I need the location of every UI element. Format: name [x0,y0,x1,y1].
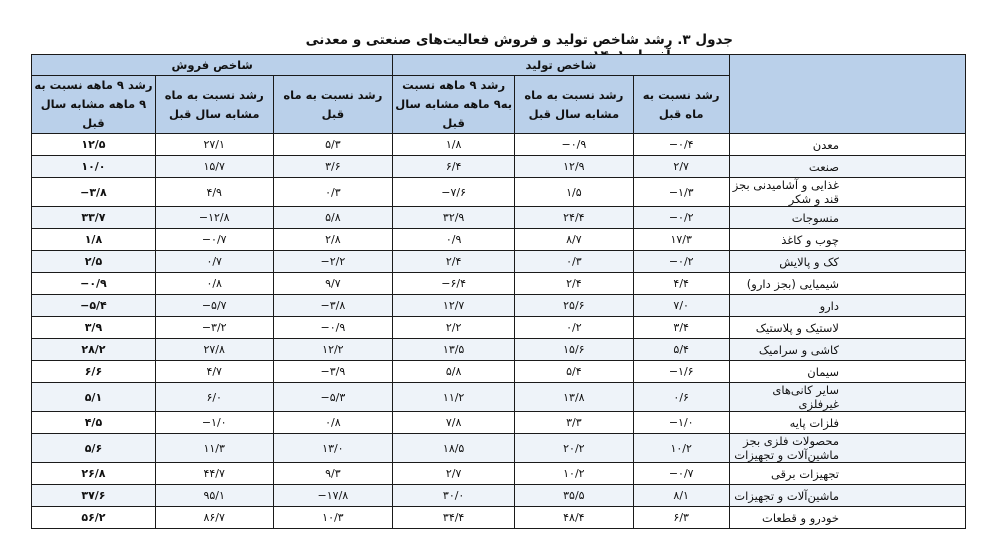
value: −۱/۰ [201,416,227,429]
prod-yoy-cell [515,317,634,339]
value: −۰/۹ [80,277,107,290]
value: −۵/۷ [201,299,227,312]
value: ۲۰/۲ [563,441,585,455]
value: ۱۸/۵ [442,441,465,455]
sales-mom-cell [273,251,393,273]
value: ۵/۸ [325,211,341,224]
sales-9m-cell [32,207,156,229]
sales-mom-cell [273,295,393,317]
value: ۱/۵ [566,185,582,199]
prod-9m-cell [393,507,515,529]
prod-yoy-cell [515,434,634,463]
value: ۲۷/۸ [203,343,225,356]
sales-yoy-cell [155,434,273,463]
value: ۴/۹ [206,185,222,199]
value: ۲۵/۶ [563,299,585,312]
value: ۳۷/۶ [81,489,106,502]
prod-9m-cell [393,273,515,295]
prod-mom-cell [633,273,729,295]
value: ۵/۳ [325,138,341,151]
value: ۶/۳ [673,511,689,524]
table-row [32,156,966,178]
value: ۰/۶ [673,390,689,404]
value: ۲۸/۲ [81,343,106,356]
table-row [32,134,966,156]
value: −۱۲/۸ [198,211,230,224]
value: ۲/۷ [673,160,689,173]
value: ۵/۶ [84,441,103,455]
activity-name: چوب و کاغذ [729,229,965,251]
prod-yoy-cell [515,178,634,207]
value: ۳۵/۵ [563,489,585,502]
value: −۰/۷ [668,467,694,480]
prod-9m-cell [393,229,515,251]
prod-yoy-cell [515,134,634,156]
table-row [32,463,966,485]
value: ۰/۳ [325,185,341,199]
prod-9m-cell [393,361,515,383]
value: −۰/۷ [201,233,227,246]
value: −۵/۳ [320,390,346,404]
value: ۵/۴ [673,343,689,356]
value: ۴/۴ [673,277,689,290]
value: ۲۶/۸ [81,467,106,480]
value: ۲/۴ [566,277,582,290]
value: ۰/۷ [206,255,222,268]
value: ۱۳/۵ [442,343,465,356]
prod-mom-cell [633,251,729,273]
activity-name: خودرو و قطعات [729,507,965,529]
sales-9m-cell [32,178,156,207]
activity-name: معدن [729,134,965,156]
value: ۳/۶ [325,160,341,173]
prod-9m-cell [393,156,515,178]
value: ۱۲/۹ [563,160,585,173]
value: ۶/۶ [84,365,103,378]
sales-9m-cell [32,273,156,295]
value: ۳/۹ [84,321,103,334]
value: ۱۲/۷ [442,299,465,312]
sales-yoy-cell [155,507,273,529]
activity-name: تجهیزات برقی [729,463,965,485]
prod-yoy-cell [515,361,634,383]
prod-9m-cell [393,317,515,339]
activity-name: شیمیایی (بجز دارو) [729,273,965,295]
value: ۷/۰ [673,299,689,312]
prod-yoy-cell [515,463,634,485]
prod-mom-cell [633,485,729,507]
value: ۰/۸ [206,277,222,290]
value: ۱۰/۲ [670,441,692,455]
value: ۳۲/۹ [442,211,465,224]
activity-name: صنعت [729,156,965,178]
value: ۵/۱ [84,390,103,404]
sales-yoy-cell [155,178,273,207]
table-row [32,434,966,463]
sales-yoy-cell [155,273,273,295]
activity-name: کک و پالایش [729,251,965,273]
prod-9m-cell [393,485,515,507]
sales-9m-cell [32,295,156,317]
prod-yoy-cell [515,207,634,229]
table-body [32,134,966,529]
value: −۳/۲ [201,321,227,334]
sales-mom-cell [273,273,393,295]
prod-mom-cell [633,383,729,412]
value: −۲/۲ [320,255,346,268]
prod-yoy-cell [515,156,634,178]
prod-yoy-cell [515,251,634,273]
prod-9m-cell [393,434,515,463]
value: ۳۴/۴ [442,511,465,524]
sales-yoy-cell [155,317,273,339]
table-row [32,295,966,317]
value: ۹/۳ [325,467,341,480]
value: −۵/۴ [80,299,107,312]
production-group-header: شاخص تولید [393,55,729,76]
sales-9m-cell [32,229,156,251]
value: ۱۵/۶ [563,343,585,356]
sales-mom-cell [273,434,393,463]
prod-9m-cell [393,134,515,156]
prod-yoy-cell [515,273,634,295]
sales-9m-cell [32,463,156,485]
sales-mom-cell [273,134,393,156]
sales-mom-cell [273,507,393,529]
value: −۳/۸ [80,185,107,199]
prod-mom-cell [633,134,729,156]
activity-name: غذایی و آشامیدنی بجز قند و شکر [729,178,965,207]
prod-9m-cell [393,251,515,273]
sales-mom-cell [273,178,393,207]
sales-mom-cell [273,361,393,383]
sales-yoy-cell [155,229,273,251]
prod-yoy-cell [515,339,634,361]
table-row [32,339,966,361]
value: ۴/۵ [84,416,103,429]
prod-9m-cell [393,383,515,412]
value: ۱۲/۲ [322,343,344,356]
value: ۱/۸ [84,233,103,246]
prod-9m-cell [393,207,515,229]
value: ۹/۷ [325,277,341,290]
sales-9m-cell [32,434,156,463]
value: −۳/۸ [320,299,346,312]
value: ۱۷/۳ [670,233,692,246]
prod-mom-cell [633,507,729,529]
table-row [32,317,966,339]
prod-9m-cell [393,463,515,485]
prod-yoy-header: رشد نسبت به ماه مشابه سال قبل [515,76,634,134]
value: ۵/۴ [566,365,582,378]
table-row [32,273,966,295]
sales-mom-cell [273,156,393,178]
prod-yoy-cell [515,229,634,251]
sales-mom-cell [273,339,393,361]
table-row [32,383,966,412]
table-row [32,361,966,383]
value: ۰/۸ [325,416,341,429]
sales-9m-cell [32,251,156,273]
value: −۰/۹ [320,321,346,334]
sales-yoy-cell [155,361,273,383]
value: ۰/۲ [566,321,582,334]
value: ۴/۷ [206,365,222,378]
sales-9m-cell [32,485,156,507]
sales-group-header: شاخص فروش [32,55,393,76]
sales-yoy-cell [155,485,273,507]
sales-yoy-cell [155,134,273,156]
value: ۰/۹ [445,233,462,246]
prod-yoy-cell [515,507,634,529]
value: ۱۰/۲ [563,467,585,480]
value: ۶/۰ [206,390,222,404]
value: ۵۶/۲ [81,511,106,524]
value: −۱/۶ [668,365,694,378]
sales-yoy-cell [155,207,273,229]
sales-mom-cell [273,383,393,412]
prod-9m-cell [393,178,515,207]
value: ۴۴/۷ [203,467,225,480]
value: ۸/۷ [566,233,582,246]
value: ۱۰/۳ [322,511,344,524]
sales-mom-cell [273,317,393,339]
value: ۱۰/۰ [81,160,106,173]
sales-yoy-cell [155,251,273,273]
prod-mom-cell [633,412,729,434]
value: ۸/۱ [673,489,689,502]
table-title: جدول ۳. رشد شاخص تولید و فروش فعالیت‌های صنعتی و معدنی [305,32,733,48]
prod-mom-cell [633,156,729,178]
activity-name: لاستیک و پلاستیک [729,317,965,339]
table-row [32,207,966,229]
prod-9m-cell [393,295,515,317]
prod-yoy-cell [515,485,634,507]
value: ۱/۸ [445,138,462,151]
value: −۶/۴ [441,277,466,290]
sales-yoy-header: رشد نسبت به ماه مشابه سال قبل [155,76,273,134]
table-row [32,178,966,207]
value: ۰/۳ [566,255,582,268]
activity-name: سیمان [729,361,965,383]
prod-mom-cell [633,229,729,251]
table-row [32,507,966,529]
value: −۰/۲ [668,255,694,268]
value: −۱/۳ [668,185,694,199]
prod-9m-cell [393,339,515,361]
value: ۱۵/۷ [203,160,225,173]
sales-yoy-cell [155,383,273,412]
value: ۲/۲ [445,321,462,334]
activity-name: دارو [729,295,965,317]
value: −۰/۹ [561,138,587,151]
sales-9m-cell [32,134,156,156]
prod-mom-cell [633,317,729,339]
sales-9m-cell [32,156,156,178]
sales-9m-cell [32,412,156,434]
value: ۱۳/۸ [563,390,585,404]
table-row [32,229,966,251]
sales-9m-cell [32,339,156,361]
sales-yoy-cell [155,156,273,178]
value: −۱/۰ [668,416,694,429]
prod-yoy-cell [515,412,634,434]
value: −۰/۲ [668,211,694,224]
value: ۱۳/۰ [322,441,344,455]
value: ۲/۸ [325,233,341,246]
sales-9m-cell [32,507,156,529]
value: ۴۸/۴ [563,511,585,524]
sales-yoy-cell [155,339,273,361]
prod-mom-cell [633,434,729,463]
prod-mom-cell [633,178,729,207]
table-row [32,412,966,434]
sales-mom-header: رشد نسبت به ماه قبل [273,76,393,134]
sales-9m-cell [32,383,156,412]
prod-yoy-cell [515,295,634,317]
sales-yoy-cell [155,295,273,317]
table-row [32,485,966,507]
sales-9m-cell [32,361,156,383]
value: −۱۷/۸ [317,489,349,502]
prod-mom-cell [633,361,729,383]
value: ۲۷/۱ [203,138,225,151]
value: ۲/۷ [445,467,462,480]
sales-mom-cell [273,207,393,229]
prod-mom-cell [633,295,729,317]
prod-mom-cell [633,339,729,361]
value: ۲/۵ [84,255,103,268]
sales-mom-cell [273,485,393,507]
activity-header [729,55,965,134]
value: ۱۱/۲ [442,390,465,404]
value: ۲۴/۴ [563,211,585,224]
value: ۵/۸ [445,365,462,378]
activity-name: منسوجات [729,207,965,229]
prod-mom-header: رشد نسبت به ماه قبل [633,76,729,134]
activity-name: سایر کانی‌های غیرفلزی [729,383,965,412]
value: ۱۱/۳ [203,441,225,455]
value: ۳/۳ [566,416,582,429]
activity-name: ماشین‌آلات و تجهیزات [729,485,965,507]
growth-table [31,54,966,529]
sales-mom-cell [273,229,393,251]
sales-yoy-cell [155,412,273,434]
prod-yoy-cell [515,383,634,412]
value: ۳۰/۰ [442,489,465,502]
value: ۹۵/۱ [203,489,225,502]
prod-9m-header: رشد ۹ ماهه نسبت به۹ ماهه مشابه سال قبل [393,76,515,134]
value: −۷/۶ [441,185,466,199]
value: ۳/۴ [673,321,689,334]
sales-yoy-cell [155,463,273,485]
value: ۸۶/۷ [203,511,225,524]
value: ۱۲/۵ [81,138,106,151]
value: ۳۳/۷ [81,211,106,224]
prod-9m-cell [393,412,515,434]
value: ۷/۸ [445,416,462,429]
sales-9m-cell [32,317,156,339]
value: ۲/۴ [445,255,462,268]
value: ۶/۴ [445,160,462,173]
table-row [32,251,966,273]
sales-mom-cell [273,412,393,434]
value: −۰/۴ [668,138,694,151]
value: −۳/۹ [320,365,346,378]
activity-name: فلزات پایه [729,412,965,434]
activity-name: کاشی و سرامیک [729,339,965,361]
sales-9m-header: رشد ۹ ماهه نسبت به ۹ ماهه مشابه سال قبل [32,76,156,134]
activity-name: محصولات فلزی بجز ماشین‌آلات و تجهیزات [729,434,965,463]
prod-mom-cell [633,207,729,229]
sales-mom-cell [273,463,393,485]
prod-mom-cell [633,463,729,485]
